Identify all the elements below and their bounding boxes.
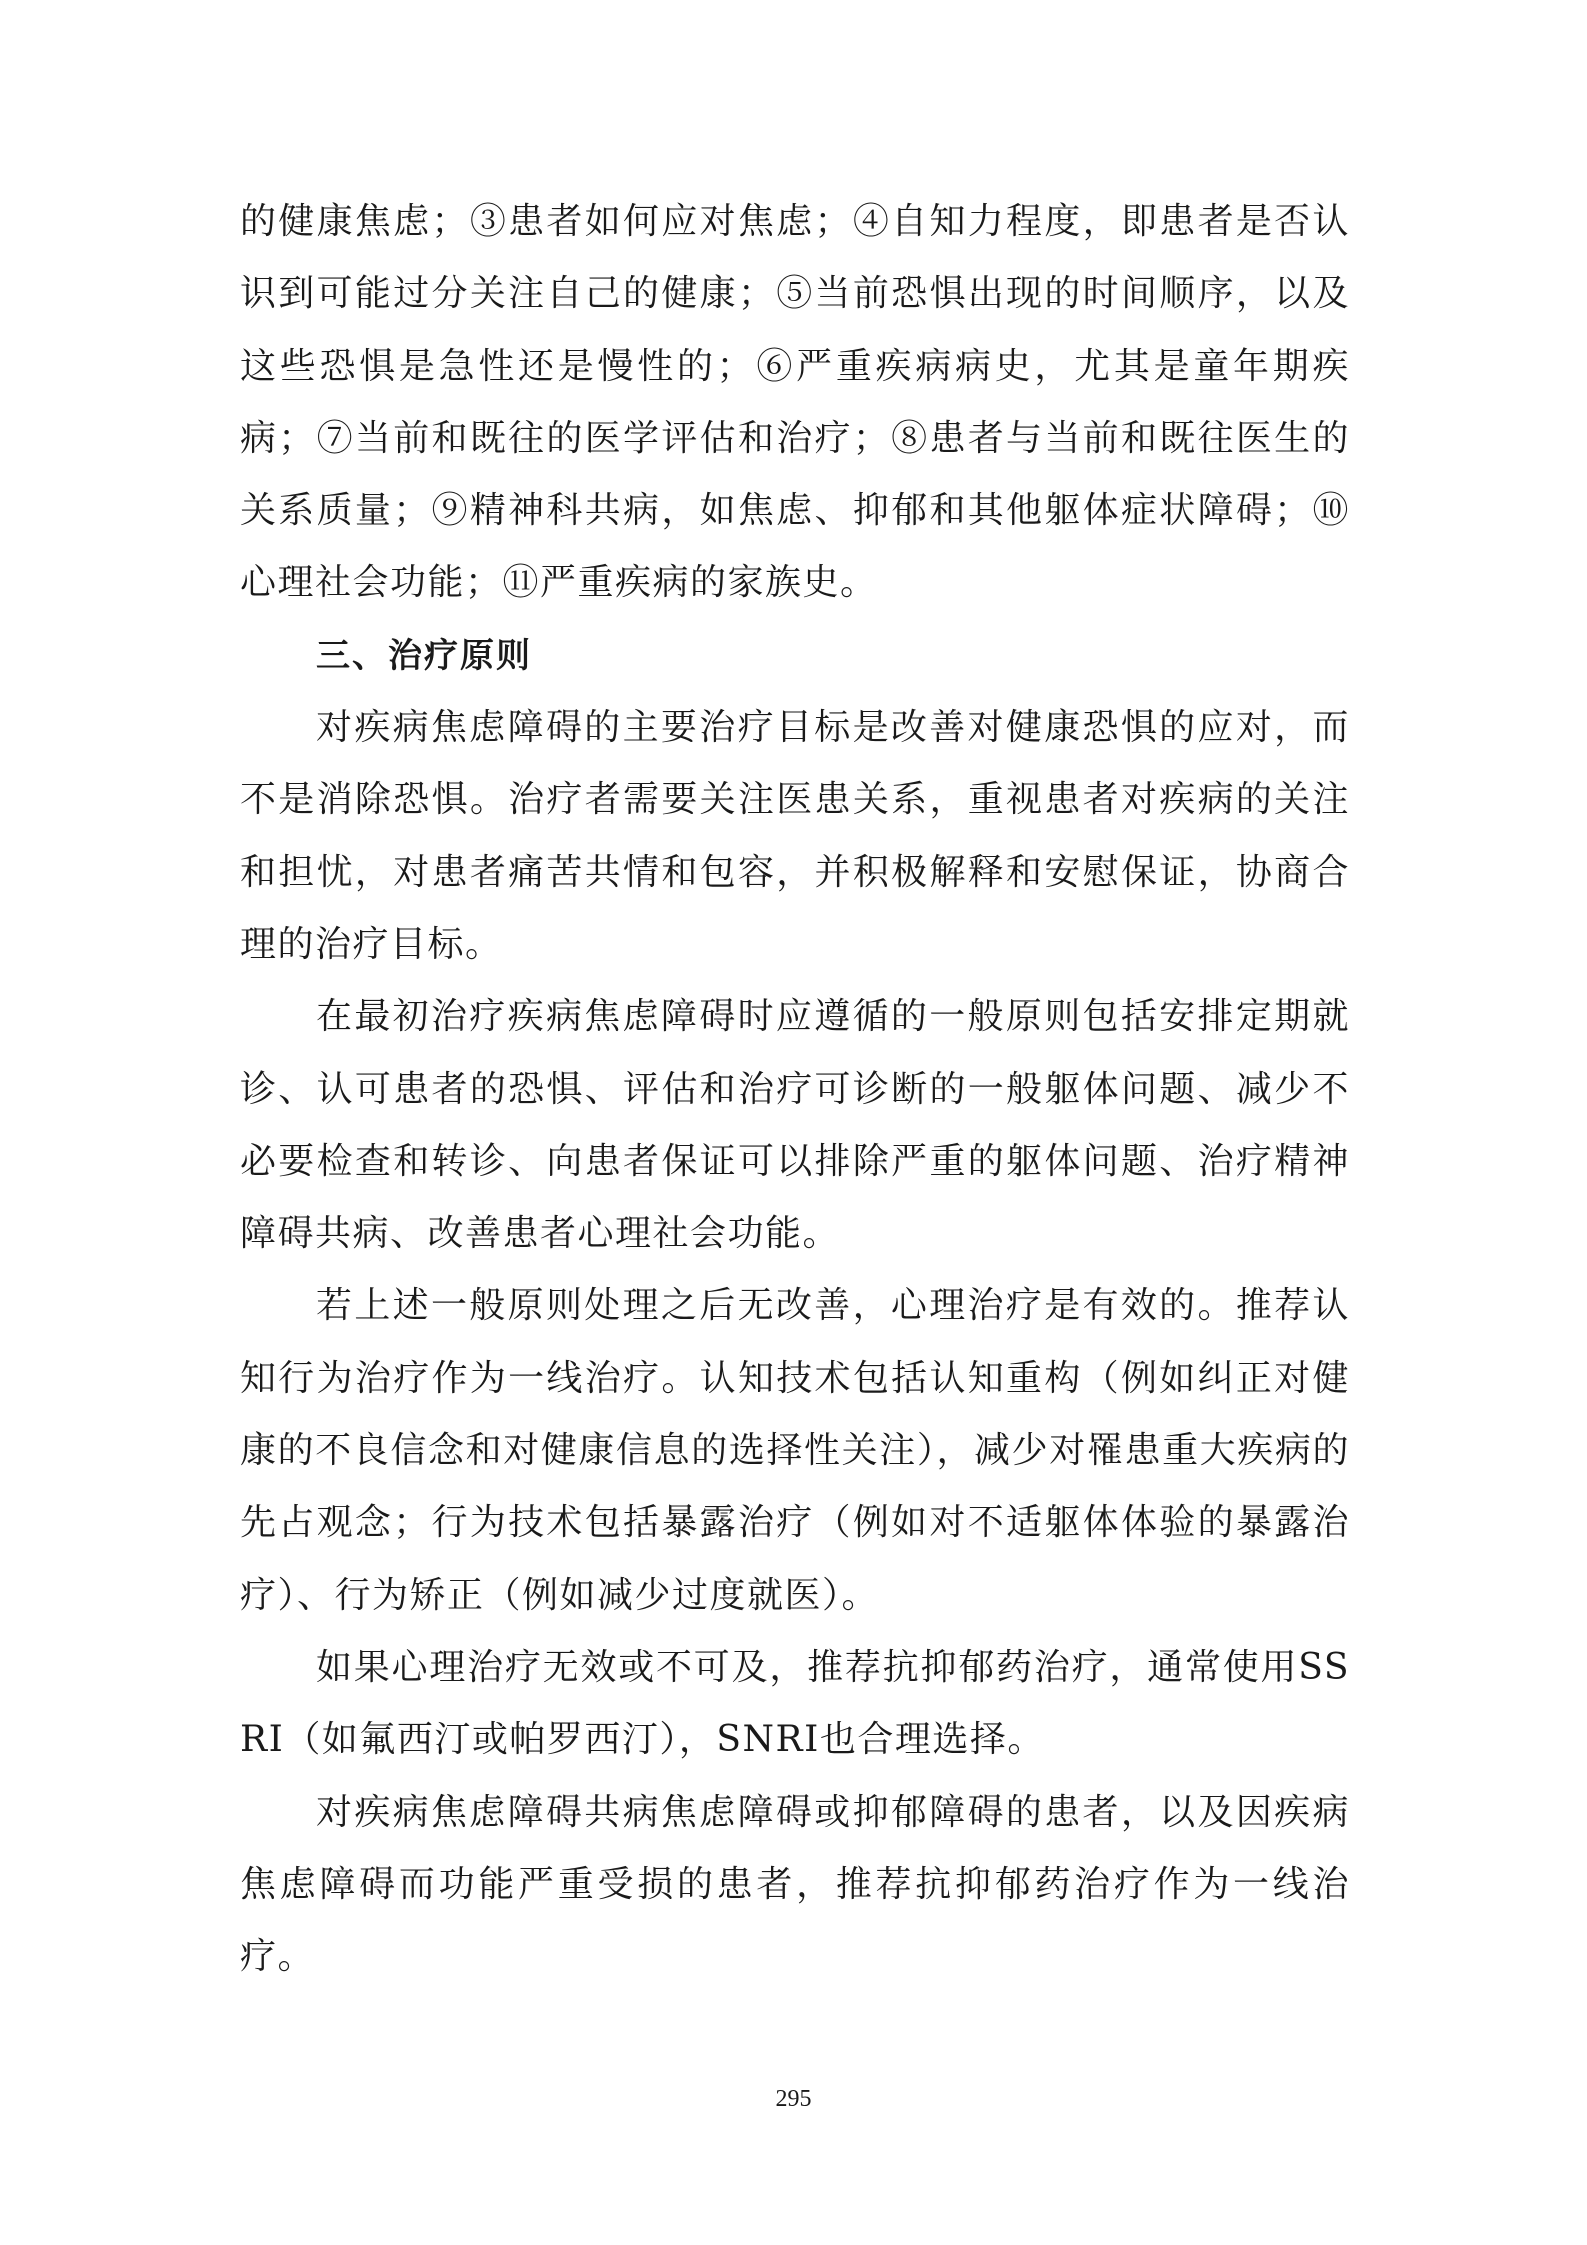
- paragraph-general-principles: 在最初治疗疾病焦虑障碍时应遵循的一般原则包括安排定期就诊、认可患者的恐惧、评估和治疗可诊断的一般躯体问题、减少不必要检查和转诊、向患者保证可以排除严重的躯体问题、治疗精神障碍共病、改善患者心理社会功能。: [240, 996, 1350, 1255]
- document-page: [240, 186, 1350, 1993]
- paragraph-assessment-continued: 的健康焦虑；③患者如何应对焦虑；④自知力程度，即患者是否认识到可能过分关注自己的健康；⑤当前恐惧出现的时间顺序，以及这些恐惧是急性还是慢性的；⑥严重疾病病史，尤其是童年期疾病；⑦当前和既往的医学评估和治疗；⑧患者与当前和既往医生的关系质量；⑨精神科共病，如焦虑、抑郁和其他躯体症状障碍；⑩心理社会功能；⑪严重疾病的家族史。: [240, 201, 1350, 604]
- page-number: 295: [775, 2086, 812, 2112]
- section-heading-treatment-principles: 三、治疗原则: [316, 635, 532, 676]
- paragraph-treatment-goals: 对疾病焦虑障碍的主要治疗目标是改善对健康恐惧的应对，而不是消除恐惧。治疗者需要关注医患关系，重视患者对疾病的关注和担忧，对患者痛苦共情和包容，并积极解释和安慰保证，协商合理的治疗目标。: [240, 707, 1350, 965]
- paragraph-antidepressants: 如果心理治疗无效或不可及，推荐抗抑郁药治疗，通常使用SSRI（如氟西汀或帕罗西汀），SNRI也合理选择。: [240, 1646, 1350, 1761]
- paragraph-comorbidity: 对疾病焦虑障碍共病焦虑障碍或抑郁障碍的患者，以及因疾病焦虑障碍而功能严重受损的患者，推荐抗抑郁药治疗作为一线治疗。: [240, 1791, 1350, 1978]
- paragraph-psychotherapy: 若上述一般原则处理之后无改善，心理治疗是有效的。推荐认知行为治疗作为一线治疗。认知技术包括认知重构（例如纠正对健康的不良信念和对健康信息的选择性关注），减少对罹患重大疾病的先占观念；行为技术包括暴露治疗（例如对不适躯体体验的暴露治疗）、行为矫正（例如减少过度就医）。: [240, 1285, 1350, 1616]
